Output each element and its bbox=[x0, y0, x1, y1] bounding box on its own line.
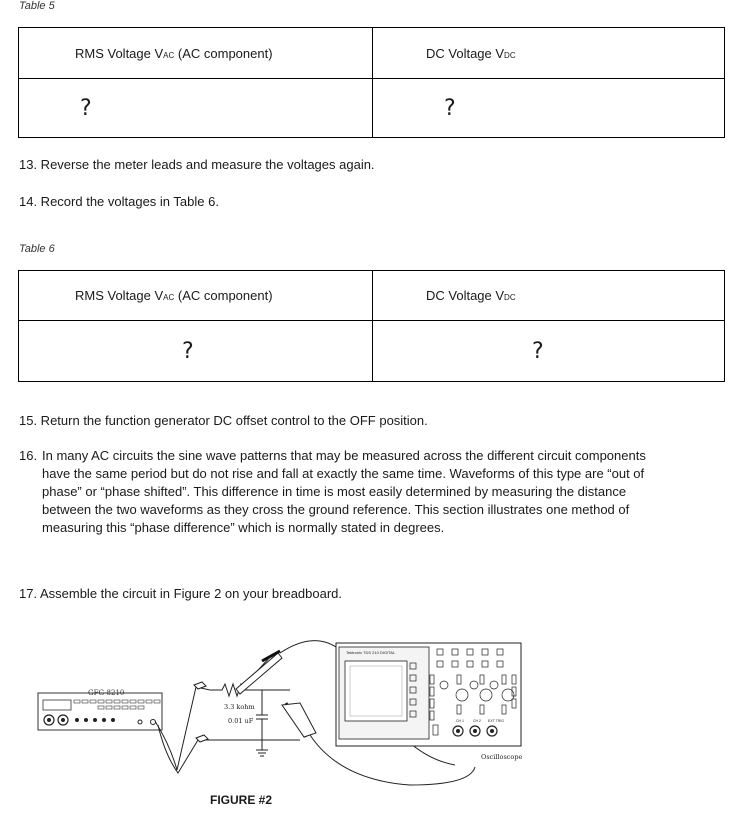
generator-label: GFG-8210 bbox=[88, 689, 125, 697]
figure-2-circuit bbox=[0, 625, 736, 825]
table5 bbox=[18, 27, 725, 138]
table5-value-dc[interactable] bbox=[373, 79, 725, 138]
step-15: 15. Return the function generator DC offset control to the OFF position. bbox=[19, 413, 428, 428]
figure-caption: FIGURE #2 bbox=[210, 793, 273, 807]
table5-header-dc bbox=[373, 28, 725, 79]
table6-caption: Table 6 bbox=[19, 243, 55, 255]
table6-header-ac bbox=[19, 271, 373, 321]
table6-value-dc-text: ? bbox=[532, 338, 544, 364]
table6-header-ac-label: RMS Voltage VAC (AC component) bbox=[75, 288, 273, 303]
capacitor-label: 0.01 uF bbox=[228, 717, 254, 725]
table5-value-ac-text: ? bbox=[80, 95, 92, 121]
oscilloscope-label: Oscilloscope bbox=[481, 753, 523, 761]
table6 bbox=[18, 270, 725, 382]
step-16-number: 16. bbox=[19, 448, 38, 463]
scope-brand: Tektronix TDS 210 DIGITAL bbox=[346, 650, 396, 655]
step-14: 14. Record the voltages in Table 6. bbox=[19, 194, 219, 209]
table5-header-dc-label: DC Voltage VDC bbox=[426, 45, 516, 61]
ch2-label: CH 2 bbox=[473, 719, 481, 723]
oscilloscope bbox=[336, 643, 523, 761]
step-16-body: In many AC circuits the sine wave patterns that may be measured across the different circuit components have the same period but do not rise and fall at exactly the same time. Waveforms of this type are “out of phase” or “phase shifted”. This difference in time is most easily determined by measuring the distance between the two waveforms as they cross the ground reference. This section illustrates one method of measuring this “phase difference” which is normally stated in degrees. bbox=[42, 448, 646, 535]
table5-caption: Table 5 bbox=[19, 0, 55, 12]
function-generator bbox=[38, 689, 162, 730]
step-13: 13. Reverse the meter leads and measure the voltages again. bbox=[19, 157, 375, 172]
ch1-label: CH 1 bbox=[456, 719, 464, 723]
step-17: 17. Assemble the circuit in Figure 2 on your breadboard. bbox=[19, 586, 343, 601]
table6-header-dc bbox=[373, 271, 725, 321]
table5-value-ac[interactable] bbox=[19, 79, 373, 138]
table6-value-dc[interactable] bbox=[373, 321, 725, 382]
ext-trig-label: EXT TRIG bbox=[488, 719, 505, 723]
table6-header-dc-label: DC Voltage VDC bbox=[426, 288, 516, 303]
table5-header-ac bbox=[19, 28, 373, 79]
step-16 bbox=[19, 447, 679, 557]
table5-value-dc-text: ? bbox=[444, 95, 456, 121]
table5-header-ac-label: RMS Voltage VAC (AC component) bbox=[75, 45, 273, 61]
table6-value-ac-text: ? bbox=[182, 338, 194, 364]
table6-value-ac[interactable] bbox=[19, 321, 373, 382]
resistor-label: 3.3 kohm bbox=[224, 703, 255, 711]
